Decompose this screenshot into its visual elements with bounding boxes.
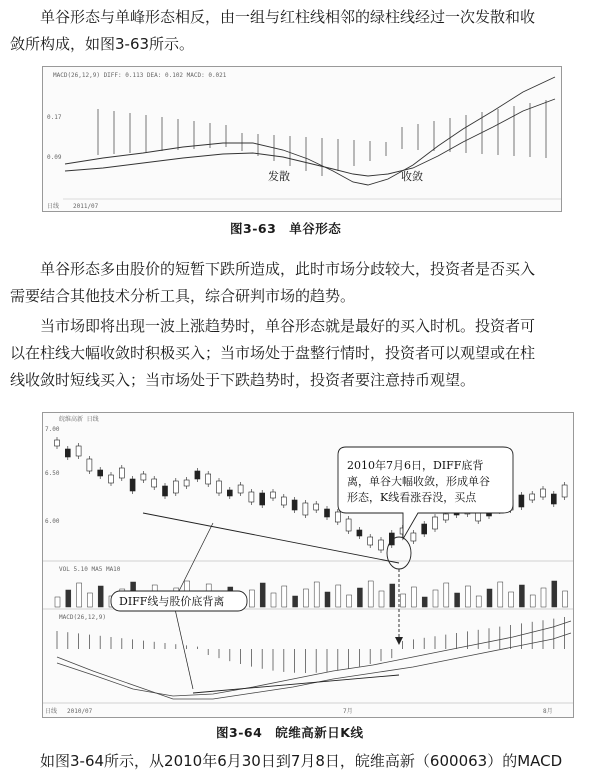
fig64-price-axis-2: 6.50 <box>45 470 60 477</box>
fig64-price-axis-1: 7.00 <box>45 426 60 433</box>
fig64-volume-bar <box>455 593 460 607</box>
fig63-indicator-header: MACD(26,12,9) DIFF: 0.113 DEA: 0.102 MACD: 0.021 <box>53 72 227 79</box>
fig64-candle-body <box>368 537 373 545</box>
paragraph-4 <box>10 748 600 775</box>
fig64-macd-header: MACD(26,12,9) <box>59 614 106 621</box>
figure-3-63-caption: 图3-63 单谷形态 <box>230 221 342 236</box>
paragraph-3-line-3: 线收敛时短线买入；当市场处于下跌趋势时，投资者要注意持币观望。 <box>10 371 476 389</box>
fig64-volume-bar <box>411 587 416 607</box>
figure-3-63-chart <box>43 67 561 211</box>
paragraph-2-line-2: 需要结合其他技术分析工具，综合研判市场的趋势。 <box>10 287 356 305</box>
fig64-candle-body <box>443 514 448 520</box>
fig64-volume-bar <box>552 581 557 607</box>
fig64-candle-body <box>281 497 286 505</box>
fig64-volume-bar <box>77 583 82 607</box>
fig64-annotation-line-3: 形态，K线看涨吞没，买点 <box>347 491 477 504</box>
fig64-volume-bar <box>444 583 449 607</box>
fig64-volume-bar <box>401 594 406 607</box>
paragraph-1-line-1: 单谷形态与单峰形态相反，由一组与红柱线相邻的绿柱线经过一次发散和收 <box>40 8 536 26</box>
fig64-volume-bar <box>303 589 308 607</box>
fig64-candle-body <box>422 524 427 534</box>
fig64-volume-bar <box>541 588 546 607</box>
fig64-candle-body <box>303 503 308 515</box>
fig63-axis-mid: 0.09 <box>47 154 62 161</box>
fig64-candle-body <box>551 494 556 504</box>
paragraph-1-line-2: 敛所构成，如图3-63所示。 <box>10 35 195 53</box>
fig64-candle-body <box>519 495 524 507</box>
fig64-volume-bar <box>487 589 492 607</box>
fig64-divergence-label: DIFF线与股价底背离 <box>119 595 225 608</box>
fig64-candle-body <box>379 540 384 550</box>
fig64-candle-body <box>119 468 124 478</box>
fig64-annotation-line-2: 离，单谷大幅收敛，形成单谷 <box>347 475 490 488</box>
fig63-label-converge: 收敛 <box>401 170 423 183</box>
fig64-candle-body <box>98 470 103 476</box>
fig64-price-axis-3: 6.00 <box>45 518 60 525</box>
fig64-volume-bar <box>465 586 470 607</box>
fig64-candle-body <box>249 492 254 502</box>
fig64-candle-body <box>562 485 567 497</box>
fig64-sub-date: 2010/07 <box>67 708 93 715</box>
fig64-candle-body <box>238 485 243 493</box>
fig64-candle-body <box>271 492 276 498</box>
fig64-volume-bar <box>347 595 352 607</box>
fig64-volume-bar <box>325 592 330 607</box>
fig64-volume-bar <box>282 586 287 607</box>
figure-3-63 <box>42 66 562 212</box>
paragraph-3 <box>10 313 600 394</box>
fig64-volume-header: VOL 5.10 MA5 MA10 <box>59 566 121 573</box>
fig64-volume-bar <box>271 593 276 607</box>
fig64-candle-body <box>217 481 222 493</box>
fig64-volume-bar <box>530 595 535 607</box>
fig64-candle-body <box>314 504 319 510</box>
fig64-volume-bar <box>498 582 503 607</box>
paragraph-3-line-1: 当市场即将出现一波上涨趋势时，单谷形态就是最好的买入时机。投资者可 <box>40 317 536 335</box>
paragraph-4-line-1: 如图3-64所示，从2010年6月30日到7月8日，皖维高新（600063）的MACD <box>40 752 563 770</box>
fig64-volume-bar <box>55 597 60 607</box>
paragraph-2-line-1: 单谷形态多由股价的短暂下跌所造成，此时市场分歧较大，投资者是否买入 <box>40 260 536 278</box>
fig64-volume-bar <box>476 596 481 607</box>
fig64-candle-body <box>152 479 157 487</box>
paragraph-1 <box>10 4 600 58</box>
fig64-candle-body <box>411 533 416 541</box>
fig64-volume-bar <box>249 590 254 607</box>
fig64-volume-bar <box>379 591 384 607</box>
fig64-volume-bar <box>98 586 103 607</box>
fig63-axis-top: 0.17 <box>47 114 62 121</box>
fig63-date-left: 日线 <box>47 203 60 210</box>
fig64-volume-bar <box>563 591 568 607</box>
paragraph-2 <box>10 256 600 310</box>
fig64-candle-body <box>173 481 178 493</box>
fig64-candle-body <box>76 446 81 456</box>
fig64-candle-body <box>541 489 546 497</box>
fig64-volume-bar <box>509 592 514 607</box>
fig64-volume-bar <box>260 583 265 607</box>
fig64-candle-body <box>433 517 438 529</box>
fig64-candle-body <box>346 519 351 531</box>
fig64-candle-body <box>184 480 189 486</box>
fig64-volume-bar <box>87 593 92 607</box>
fig64-candle-body <box>195 471 200 479</box>
fig64-candle-body <box>141 474 146 480</box>
fig64-candle-body <box>206 474 211 484</box>
fig64-candle-body <box>335 512 340 522</box>
figure-3-64-chart <box>43 413 573 717</box>
fig64-volume-bar <box>390 584 395 607</box>
fig64-candle-body <box>65 449 70 457</box>
paragraph-3-line-2: 以在柱线大幅收敛时积极买入；当市场处于盘整行情时，投资者可以观望或在柱 <box>10 344 536 362</box>
fig64-volume-bar <box>314 582 319 607</box>
fig64-volume-bar <box>368 581 373 607</box>
fig64-candle-body <box>292 500 297 510</box>
figure-3-64 <box>42 412 574 718</box>
fig63-label-diverge: 发散 <box>268 170 290 183</box>
fig63-date-mid: 2011/07 <box>73 203 99 210</box>
fig64-candle-body <box>130 479 135 491</box>
fig64-volume-bar <box>433 590 438 607</box>
fig64-candle-body <box>530 494 535 500</box>
fig64-volume-bar <box>357 588 362 607</box>
fig64-volume-bar <box>422 597 427 607</box>
fig64-candle-body <box>227 490 232 496</box>
fig64-date-left: 日线 <box>45 708 58 715</box>
fig64-candle-body <box>55 440 60 446</box>
fig64-candle-body <box>163 486 168 496</box>
fig64-candle-body <box>260 493 265 505</box>
fig64-volume-bar <box>336 585 341 607</box>
fig64-volume-bar <box>66 590 71 607</box>
fig64-volume-bar <box>519 585 524 607</box>
figure-3-64-caption: 图3-64 皖维高新日K线 <box>216 725 364 740</box>
fig64-candle-body <box>109 475 114 483</box>
fig64-volume-bar <box>293 596 298 607</box>
fig64-stock-header: 皖维高新 日线 <box>59 416 99 423</box>
fig64-candle-body <box>325 509 330 517</box>
fig64-annotation-line-1: 2010年7月6日，DIFF底背 <box>347 459 484 472</box>
fig64-date-axis-1: 7月 <box>343 708 353 715</box>
fig64-date-axis-2: 8月 <box>543 708 553 715</box>
fig64-candle-body <box>87 459 92 471</box>
fig64-candle-body <box>357 530 362 536</box>
